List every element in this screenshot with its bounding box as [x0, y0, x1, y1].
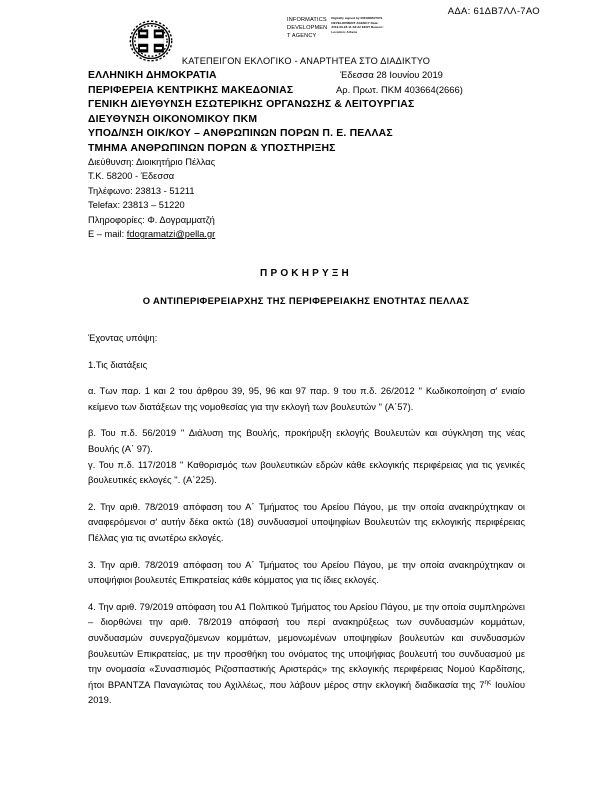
body-item-4-text-end: Ιουλίου 2019.	[88, 678, 525, 706]
letterhead-line-5: ΥΠΟΔ/ΝΣΗ ΟΙΚ/ΚΟΥ – ΑΝΘΡΩΠΙΝΩΝ ΠΟΡΩΝ Π. Ε. ΠΕΛΛΑΣ	[88, 128, 393, 140]
stamp-agency-line-3: T AGENCY	[287, 33, 317, 40]
digital-signature-stamp	[287, 16, 405, 40]
letterhead-line-4: ΔΙΕΥΘΥΝΣΗ ΟΙΚΟΝΟΜΙΚΟΥ ΠΚΜ	[88, 113, 258, 125]
letterhead-line-3: ΓΕΝΙΚΗ ΔΙΕΥΘΥΝΣΗ ΕΣΩΤΕΡΙΚΗΣ ΟΡΓΑΝΩΣΗΣ & ΛΕΙΤΟΥΡΓΙΑΣ	[88, 99, 415, 111]
body-item-1a: α. Των παρ. 1 και 2 του άρθρου 39, 95, 96 και 97 παρ. 9 του π.δ. 26/2012 '' Κωδικοποίηση σ' ενιαίο κείμενο των διατάξεων της νομοθεσίας για την εκλογή των βουλευτών '' (Α΄57).	[88, 385, 525, 412]
contact-telefax: Telefax: 23813 – 51220	[88, 200, 185, 211]
document-subtitle: Ο ΑΝΤΙΠΕΡΙΦΕΡΕΙΑΡΧΗΣ ΤΗΣ ΠΕΡΙΦΕΡΕΙΑΚΗΣ ΕΝΟΤΗΤΑΣ ΠΕΛΛΑΣ	[142, 295, 470, 306]
body-item-3: 3. Την αριθ. 78/2019 απόφαση του Α΄ Τμήματος του Αρείου Πάγου, με την οποία ανακηρύχτηκαν οι υποψήφιοι βουλευτές Επικρατείας κάθε κόμματος για τις ίδιες εκλογές.	[88, 558, 525, 586]
stamp-signature-details: Digitally signed by INFORMATICS DEVELOPMENT AGENCY Date: 2019.06.28 11:33:22 EEST Reason: Location: Athens	[331, 16, 384, 34]
body-item-4-text: 4. Την αριθ. 79/2019 απόφαση του Α1 Πολιτικού Τμήματος του Αρείου Πάγου, με την οποία συμπληρώνει – διορθώνει την αριθ. 78/2019 απόφασή του περί ανακηρύξεως των συνδυασμών κομμάτων, συνδυασμών συνεργαζόμενων κομμάτων, μεμονωμένων υποψηφίων βουλευτών και συνδυασμών βουλευτών Επικρατείας, με την προσθήκη του ονόματος της υποψήφιας βουλευτή του συνδυασμού με την ονομασία «Συνασπισμός Ριζοσπαστικής Αριστεράς» της εκλογικής περιφέρειας Νομού Καρδίτσης, ήτοι ΒΡΑΝΤΖΑ Παναγιώτας του Αχιλλέως, που λάβουν μέρος στην εκλογική διαδικασία της 7	[88, 600, 525, 690]
ada-code: ΑΔΑ: 61ΔΒ7ΛΛ-7ΑΟ	[447, 6, 540, 17]
contact-email-label: E – mail:	[88, 229, 125, 240]
document-body	[88, 330, 525, 719]
stamp-agency-line-1: INFORMATICS	[287, 17, 327, 23]
letterhead	[88, 69, 558, 157]
document-date: Έδεσσα 28 Ιουνίου 2019	[340, 69, 443, 80]
contact-address: Διεύθυνση: Διοικητήριο Πέλλας	[88, 157, 216, 167]
urgent-notice: ΚΑΤΕΠΕΙΓΟΝ ΕΚΛΟΓΙΚΟ - ΑΝΑΡΤΗΤΕΑ ΣΤΟ ΔΙΑΔΙΚΤΥΟ	[181, 56, 431, 66]
stamp-agency-name	[287, 16, 327, 40]
letterhead-line-1: ΕΛΛΗΝΙΚΗ ΔΗΜΟΚΡΑΤΙΑ	[88, 70, 217, 81]
contact-info-person: Πληροφορίες: Φ. Δογραμματζή	[88, 214, 215, 225]
protocol-number: Αρ. Πρωτ. ΠΚΜ 403664(2666)	[336, 83, 463, 95]
body-intro: Έχοντας υπόψη:	[88, 332, 158, 343]
contact-email-link[interactable]: fdogramatzi@pella.gr	[126, 229, 216, 240]
contact-email-row	[88, 227, 215, 241]
contact-phone: Τηλέφωνο: 23813 - 51211	[88, 185, 195, 196]
body-item-1: 1.Τις διατάξεις	[88, 358, 148, 370]
letterhead-line-6: ΤΜΗΜΑ ΑΝΘΡΩΠΙΝΩΝ ΠΟΡΩΝ & ΥΠΟΣΤΗΡΙΞΗΣ	[88, 142, 336, 154]
body-item-4-ordinal-suffix: ης	[484, 678, 492, 686]
contact-details	[88, 155, 215, 241]
body-item-2: 2. Την αριθ. 78/2019 απόφαση του Α΄ Τμήματος του Αρείου Πάγου, με την οποία ανακηρύχτηκαν οι αναφερόμενοι σ' αυτήν δέκα οκτώ (18) συνδυασμοί υποψηφίων Βουλευτών της εκλογικής περιφέρειας Πέλλας για τις ανωτέρω εκλογές.	[88, 500, 525, 543]
document-title: ΠΡΟΚΗΡΥΞΗ	[260, 268, 352, 279]
body-item-4	[88, 599, 525, 708]
body-item-1c: γ. Του π.δ. 117/2018 '' Καθορισμός των βουλευτικών εδρών κάθε εκλογικής περιφέρειας για τις γενικές βουλευτικές εκλογές ''. (Α΄225).	[88, 458, 525, 486]
body-item-1b: β. Του π.δ. 56/2019 '' Διάλυση της Βουλής, προκήρυξη εκλογής Βουλευτών και σύγκληση της νέας Βουλής (Α΄ 97).	[88, 427, 525, 454]
letterhead-line-2: ΠΕΡΙΦΕΡΕΙΑ ΚΕΝΤΡΙΚΗΣ ΜΑΚΕΔΟΝΙΑΣ	[88, 84, 294, 96]
contact-postal-code: Τ.Κ. 58200 - Έδεσσα	[88, 171, 175, 182]
stamp-agency-line-2: DEVELOPMEN	[287, 25, 328, 32]
